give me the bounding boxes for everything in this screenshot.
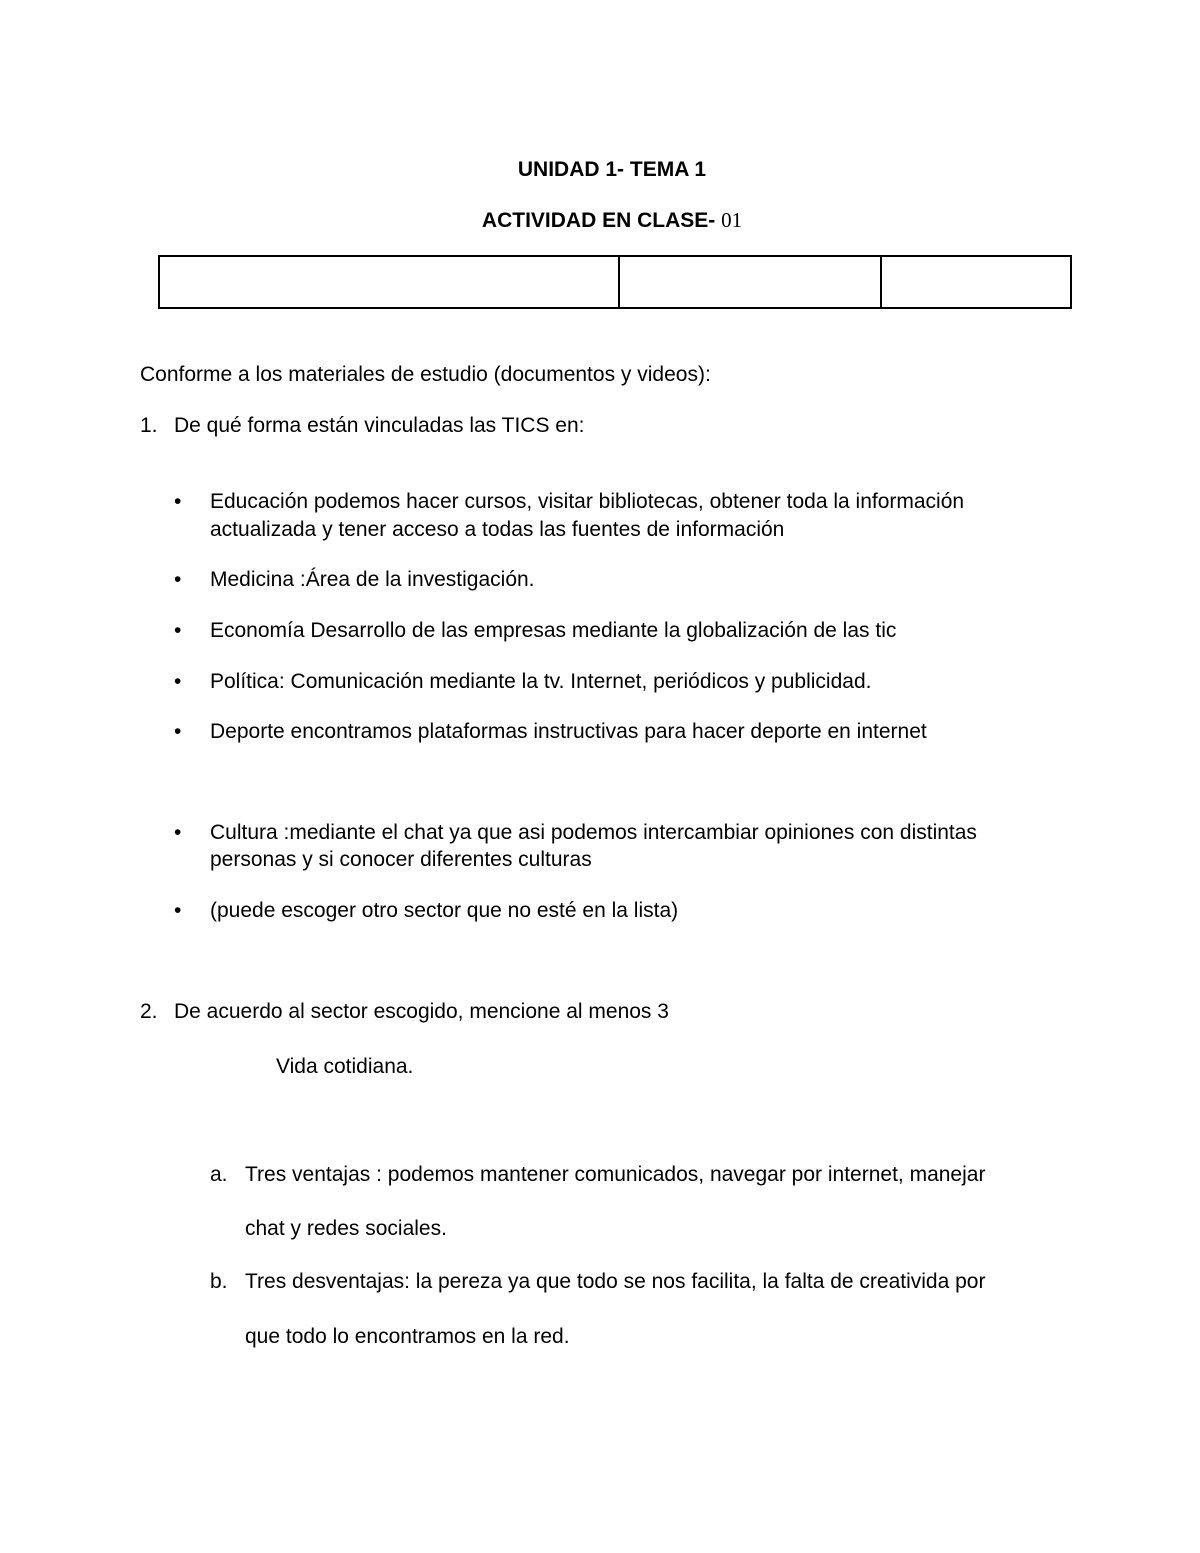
answer-b-letter: b.: [210, 1270, 228, 1293]
header-table: [158, 255, 1072, 309]
list-item-education-line1: Educación podemos hacer cursos, visitar bibliotecas, obtener toda la información: [210, 490, 965, 513]
bullet-icon: •: [174, 490, 182, 513]
answer-a-line1: Tres ventajas : podemos mantener comunicados, navegar por internet, manejar: [245, 1163, 986, 1186]
answer-b-line1: Tres desventajas: la pereza ya que todo se nos facilita, la falta de creativida por: [245, 1270, 986, 1293]
list-item-education-line2: actualizada y tener acceso a todas las fuentes de información: [210, 518, 785, 541]
list-item-sport: Deporte encontramos plataformas instructivas para hacer deporte en internet: [210, 720, 927, 743]
list-item-other-sector: (puede escoger otro sector que no esté en la lista): [210, 899, 679, 922]
question-1-number: 1.: [140, 414, 158, 437]
list-item-culture-line1: Cultura :mediante el chat ya que asi podemos intercambiar opiniones con distintas: [210, 821, 977, 844]
answer-a-line2: chat y redes sociales.: [245, 1217, 447, 1240]
question-2-number: 2.: [140, 1000, 158, 1023]
header-table-cell: [159, 256, 619, 308]
bullet-icon: •: [174, 821, 182, 844]
question-1-text: De qué forma están vinculadas las TICS en:: [174, 414, 585, 437]
chosen-sector: Vida cotidiana.: [276, 1055, 414, 1078]
header-table-row: [159, 256, 1071, 308]
list-item-culture-line2: personas y si conocer diferentes culturas: [210, 848, 592, 871]
question-2-text: De acuerdo al sector escogido, mencione al menos 3: [174, 1000, 669, 1023]
bullet-icon: •: [174, 670, 182, 693]
activity-number: 01: [721, 208, 743, 232]
unit-title: UNIDAD 1- TEMA 1: [517, 158, 707, 181]
header-table-cell: [619, 256, 881, 308]
header-table-cell: [881, 256, 1071, 308]
activity-label: ACTIVIDAD EN CLASE-: [481, 209, 716, 232]
bullet-icon: •: [174, 899, 182, 922]
bullet-icon: •: [174, 568, 182, 591]
list-item-politics: Política: Comunicación mediante la tv. Internet, periódicos y publicidad.: [210, 670, 872, 693]
list-item-economy: Economía Desarrollo de las empresas mediante la globalización de las tic: [210, 619, 897, 642]
activity-title: [0, 207, 1200, 234]
list-item-medicine: Medicina :Área de la investigación.: [210, 568, 535, 591]
intro-text: Conforme a los materiales de estudio (documentos y videos):: [140, 363, 711, 386]
answer-b-line2: que todo lo encontramos en la red.: [245, 1325, 570, 1348]
bullet-icon: •: [174, 619, 182, 642]
answer-a-letter: a.: [210, 1163, 228, 1186]
bullet-icon: •: [174, 720, 182, 743]
